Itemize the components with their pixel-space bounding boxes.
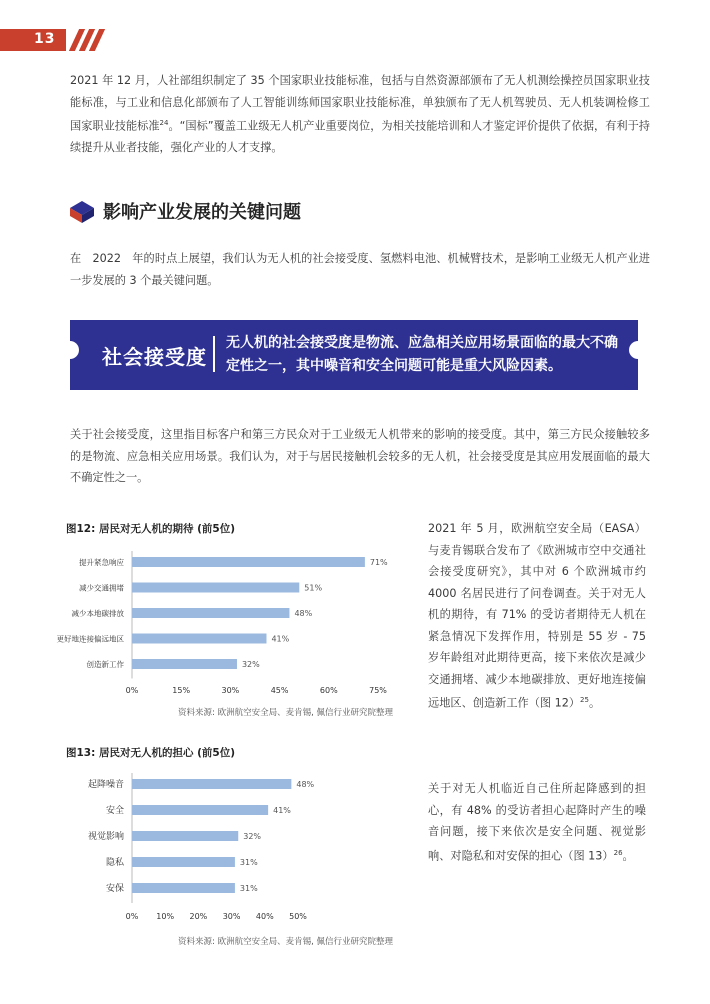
category-label: 减少交通拥堵 [79,583,124,593]
figure-13-chart [40,768,340,928]
side-text-2: 关于对无人机临近自己住所起降感到的担心，有 48% 的受访者担心起降时产生的噪音问题，接下来依次是安全问题、视觉影响、对隐私和对安保的担心（图 13） [428,782,646,863]
data-label: 51% [304,583,323,593]
data-label: 48% [294,609,313,618]
data-label: 41% [271,634,290,644]
footnote-ref: 25 [580,696,589,704]
figure-13-title: 图13: 居民对无人机的担心 (前5位) [66,747,236,759]
data-label: 32% [241,660,260,669]
highlight-banner [70,320,638,390]
bar [132,857,235,867]
tick-label: 45% [270,686,289,695]
side-text-figure-13 [428,778,646,867]
category-label: 创造新工作 [86,660,124,669]
category-label: 视觉影响 [87,832,124,842]
tick-label: 0% [125,912,139,921]
body-paragraph: 关于社会接受度，这里指目标客户和第三方民众对于工业级无人机带来的影响的接受度。其中，第三方民众接触较多的是物流、应急相关应用场景。我们认为，对于与居民接触机会较多的无人机，社会接受度是其应用发展面临的最大不确定性之一。 [70,428,650,484]
category-label: 起降噪音 [87,780,124,790]
bar [132,634,266,644]
tick-label: 30% [222,912,241,921]
intro-paragraph [70,70,650,159]
banner-notch [629,341,647,359]
intro-text: 2021 年 12 月，人社部组织制定了 35 个国家职业技能标准，包括与自然资源部颁布了无人机测绘操控员国家职业技能标准，与工业和信息化部颁布了人工智能训练师国家职业技能标准，单独颁布了无人机驾驶员、无人机装调检修工国家职业技能标准 [70,74,650,133]
banner-text: 无人机的社会接受度是物流、应急相关应用场景面临的最大不确定性之一，其中噪音和安全问题可能是重大风险因素。 [226,335,618,374]
category-label: 提升紧急响应 [79,558,124,567]
tick-label: 20% [189,912,208,921]
footnote-ref: 24 [159,119,169,127]
bar [132,805,268,815]
tick-label: 75% [369,686,387,695]
figure-12-source: 资料来源: 欧洲航空安全局、麦肯锡, 佩信行业研究院整理 [178,708,393,718]
tick-label: 0% [125,686,139,695]
section-cube-icon [70,201,94,223]
side-text-figure-12 [428,518,646,714]
data-label: 48% [296,780,315,789]
data-label: 71% [369,558,388,567]
banner-notch [61,341,79,359]
side-text-1: 2021 年 5 月，欧洲航空安全局（EASA）与麦肯锡联合发布了《欧洲城市空中交通社会接受度研究》，其中对 6 个欧洲城市约 4000 名居民进行了问卷调查。关于对无人机的期待，有 71% 的受访者期待无人机在紧急情况下发挥作用，特别是 55 岁 - 75 岁年龄组对此期待更高，接下来依次是减少交通拥堵、减少本地碳排放、更好地连接偏远地区、创造新工作（图 12） [428,522,646,710]
tick-label: 30% [221,686,240,695]
page-header [0,0,710,50]
bar [132,779,291,789]
bar [132,831,238,841]
banner-divider [213,336,215,372]
category-label: 隐私 [105,858,124,868]
tick-label: 15% [172,686,191,695]
tick-label: 40% [255,912,274,921]
data-label: 41% [273,806,291,815]
bar [132,659,237,669]
section-lead: 在 2022 年的时点上展望，我们认为无人机的社会接受度、氢燃料电池、机械臂技术，是影响工业级无人机产业进一步发展的 3 个最关键问题。 [70,252,650,287]
bar [132,608,289,618]
data-label: 31% [239,858,258,867]
category-label: 减少本地碳排放 [71,609,124,618]
figure-13-source: 资料来源: 欧洲航空安全局、麦肯锡, 佩信行业研究院整理 [178,937,393,947]
figure-12-title: 图12: 居民对无人机的期待 (前5位) [66,523,236,535]
footnote-ref: 26 [613,848,623,857]
data-label: 31% [239,884,258,893]
tick-label: 50% [289,912,307,921]
category-label: 安全 [105,806,124,816]
page-number-tab [0,29,66,51]
category-label: 安保 [105,884,124,894]
intro-text-tail: 。“国标”覆盖工业级无人机产业重要岗位，为相关技能培训和人才鉴定评价提供了依据，有利于持续提升从业者技能，强化产业的人才支撑。 [70,119,650,155]
side-text-1-end: 。 [588,696,601,710]
bar [132,557,365,567]
bar [132,583,299,593]
banner-keyword: 社会接受度 [102,345,207,369]
tick-label: 60% [319,686,338,695]
data-label: 32% [243,832,262,841]
section-title: 影响产业发展的关键问题 [103,202,301,223]
figure-12-chart [40,542,410,702]
bar [132,883,235,893]
side-text-2-end: 。 [622,849,634,863]
tick-label: 10% [156,912,175,921]
category-label: 更好地连接偏远地区 [56,634,124,644]
page-number: 13 [34,31,56,47]
